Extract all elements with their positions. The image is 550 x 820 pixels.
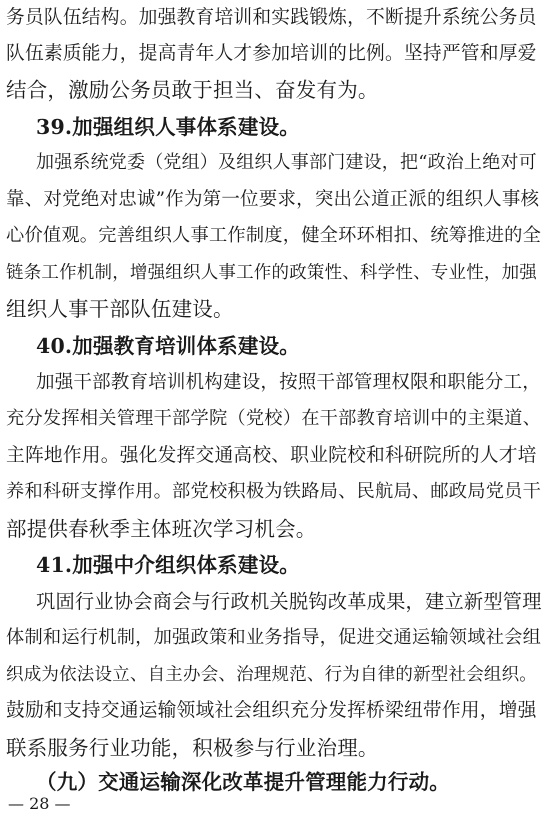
body-line-19: 织成为依法设立、自主办会、治理规范、行为自律的新型社会组织。 (6, 665, 537, 685)
body-line-5: 加强系统党委（党组）及组织人事部门建设，把“政治上绝对可 (36, 152, 537, 173)
body-line-14: 养和科研支撑作用。部党校积极为铁路局、民航局、邮政局党员干 (6, 481, 542, 502)
body-line-12: 充分发挥相关管理干部学院（党校）在干部教育培训中的主渠道、 (6, 408, 542, 429)
body-line-18: 体制和运行机制，加强政策和业务指导，促进交通运输领域社会组 (6, 627, 542, 648)
body-line-7: 心价值观。完善组织人事工作制度，健全环环相扣、统筹推进的全 (6, 225, 542, 246)
body-line-15: 部提供春秋季主体班次学习机会。 (6, 517, 317, 541)
body-line-6: 靠、对党绝对忠诚”作为第一位要求，突出公道正派的组织人事核 (6, 189, 540, 210)
body-line-17: 巩固行业协会商会与行政机关脱钩改革成果，建立新型管理 (36, 590, 542, 613)
section-heading-41: 41.加强中介组织体系建设。 (36, 553, 300, 577)
body-line-13: 主阵地作用。强化发挥交通高校、职业院校和科研院所的人才培 (6, 445, 537, 466)
section-heading-9: （九）交通运输深化改革提升管理能力行动。 (36, 770, 450, 794)
body-line-3: 结合，激励公务员敢于担当、奋发有为。 (6, 78, 379, 102)
body-line-9: 组织人事干部队伍建设。 (6, 297, 234, 321)
section-heading-39: 39.加强组织人事体系建设。 (36, 115, 300, 139)
body-line-21: 联系服务行业功能，积极参与行业治理。 (6, 736, 379, 760)
body-line-11: 加强干部教育培训机构建设，按照干部管理权限和职能分工， (36, 372, 541, 393)
body-line-2: 队伍素质能力，提高青年人才参加培训的比例。坚持严管和厚爱 (6, 43, 537, 64)
page-number: — 28 — (8, 794, 71, 813)
body-line-8: 链条工作机制，增强组织人事工作的政策性、科学性、专业性，加强 (6, 263, 537, 283)
body-line-20: 鼓励和支持交通运输领域社会组织充分发挥桥梁纽带作用，增强 (6, 700, 537, 721)
body-line-1: 务员队伍结构。加强教育培训和实践锻炼，不断提升系统公务员 (6, 7, 537, 28)
section-heading-40: 40.加强教育培训体系建设。 (36, 334, 300, 358)
